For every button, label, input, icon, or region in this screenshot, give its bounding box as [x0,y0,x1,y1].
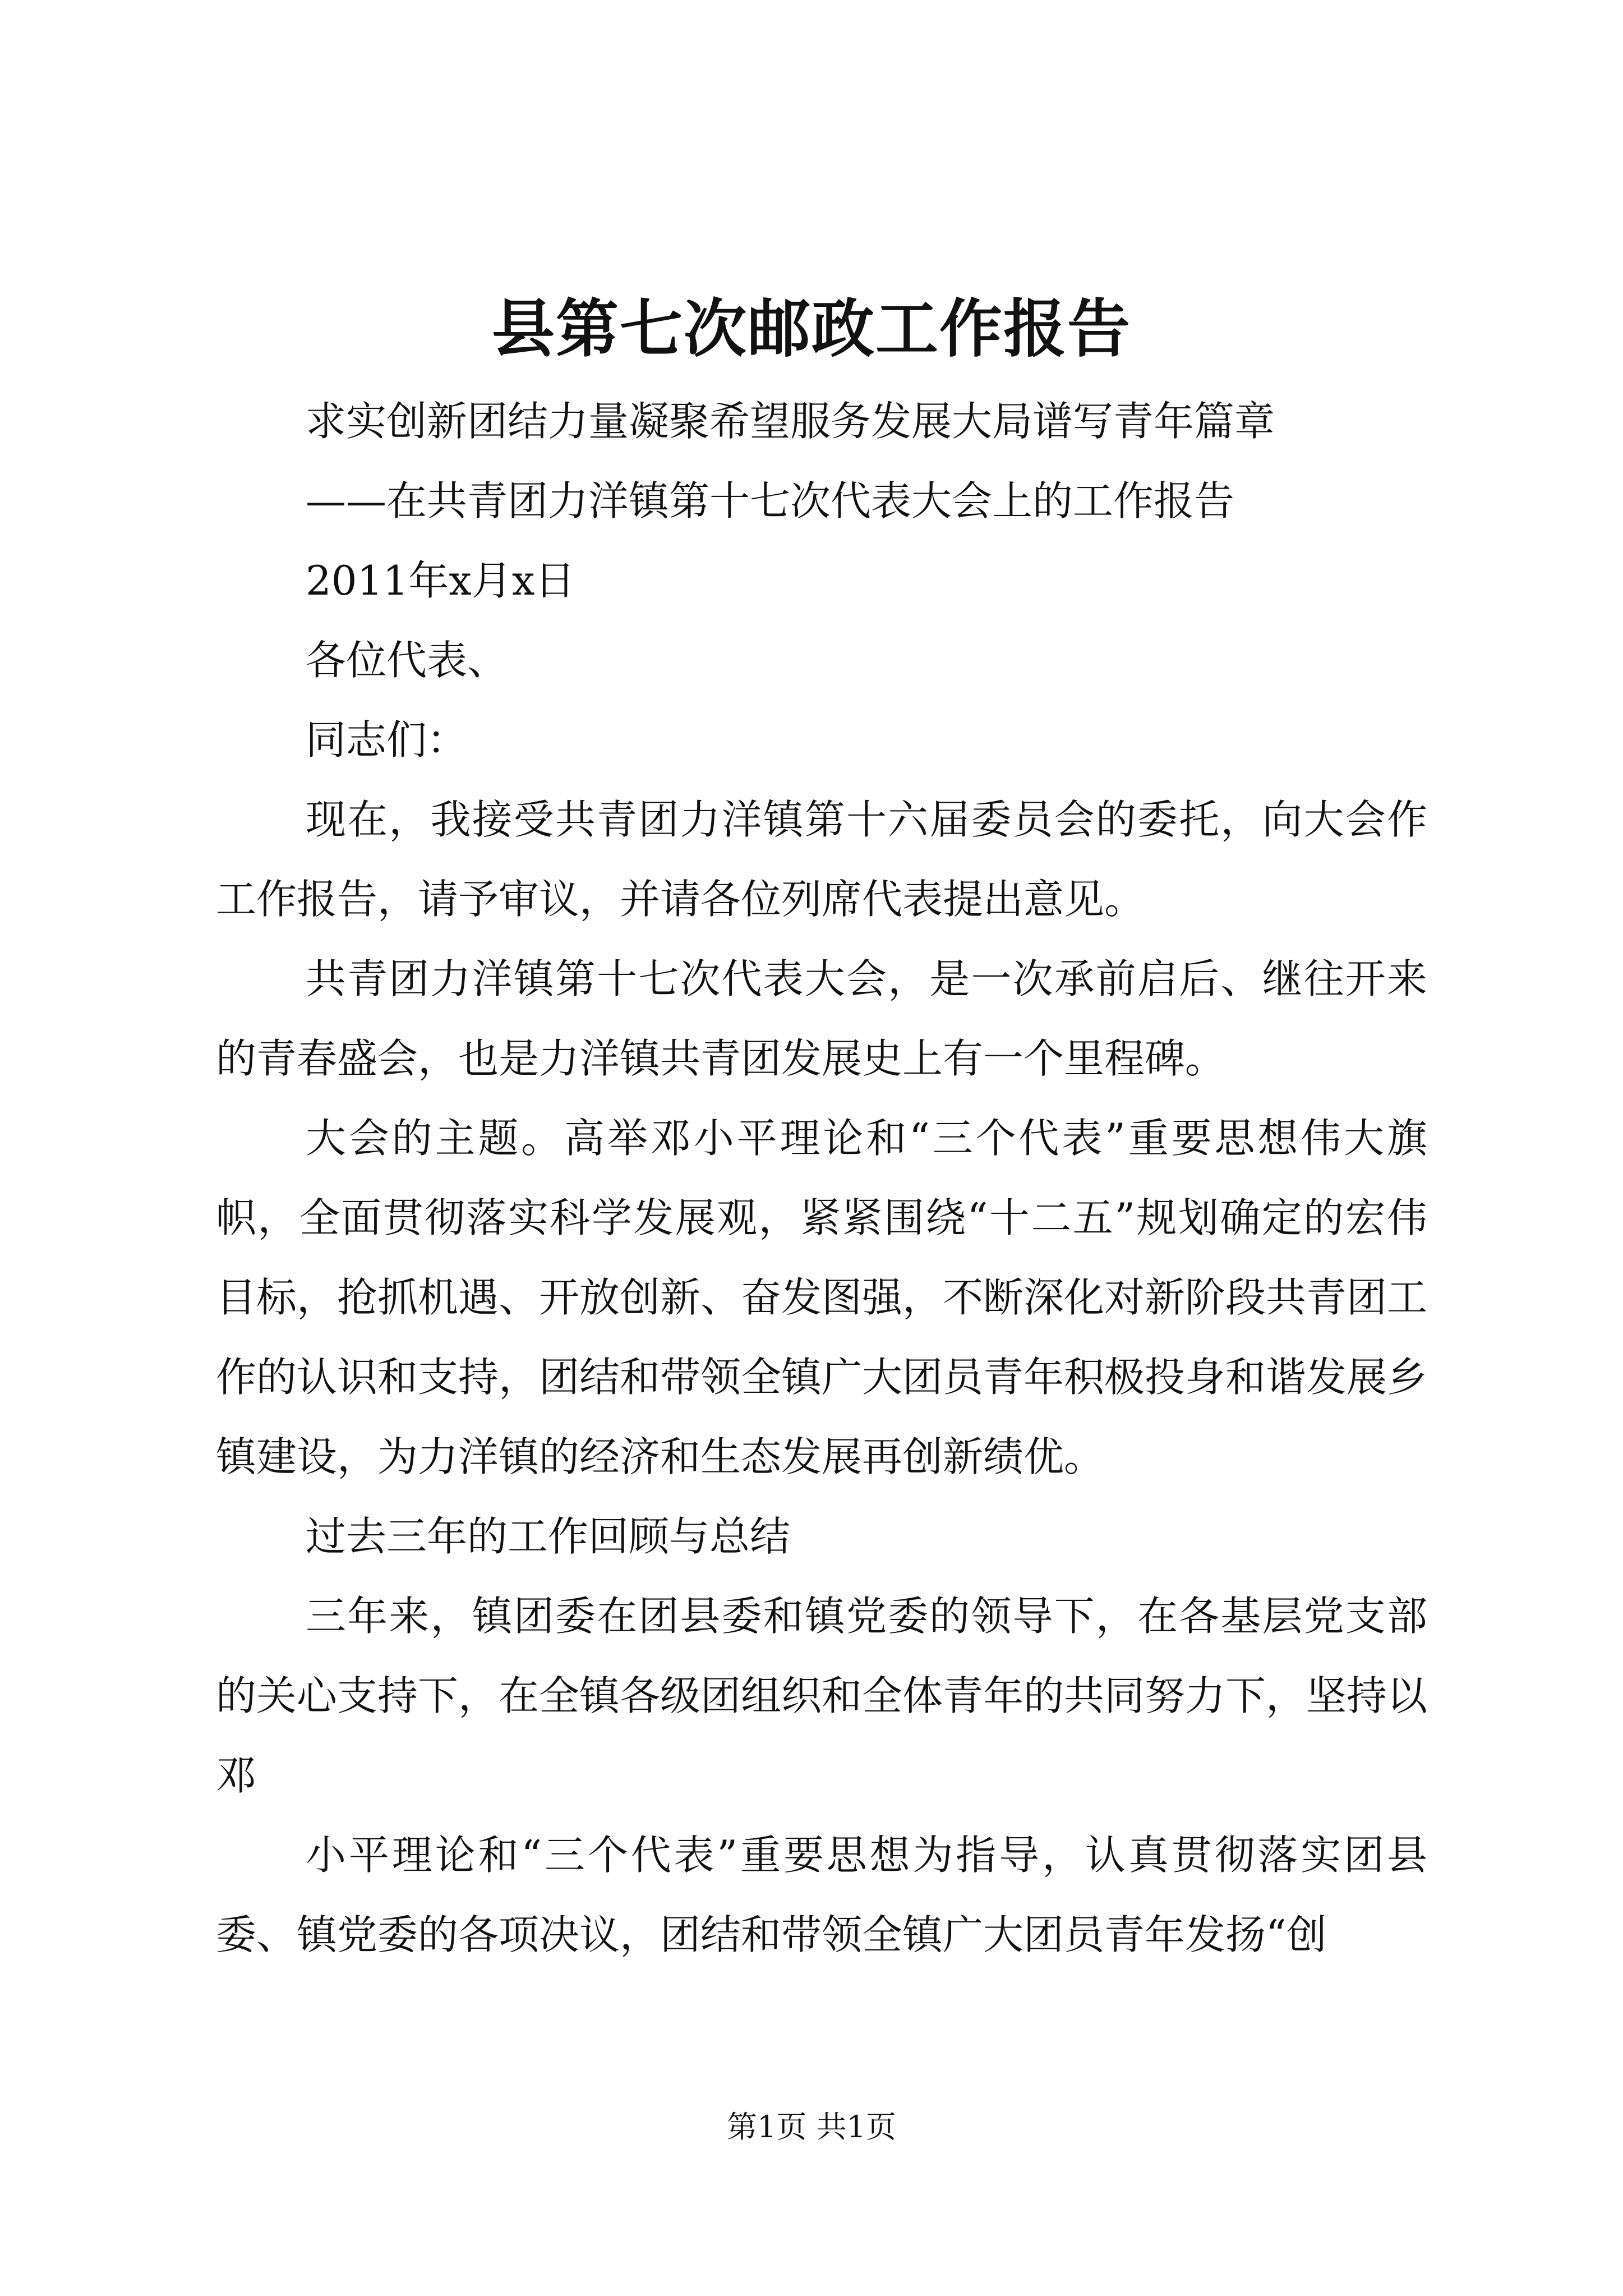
subtitle-line: 求实创新团结力量凝聚希望服务发展大局谱写青年篇章 [306,398,1275,445]
subtitle-line-2: ——在共青团力洋镇第十七次代表大会上的工作报告 [306,477,1235,524]
paragraph: 小平理论和“三个代表”重要思想为指导，认真贯彻落实团县委、镇党委的各项决议，团结和带领全镇广大团员青年发扬“创 [216,1832,1427,1958]
page-footer: 第1页 共1页 [727,2109,896,2145]
section-heading: 过去三年的工作回顾与总结 [306,1513,791,1560]
document-body [216,381,1427,1975]
paragraph: 三年来，镇团委在团县委和镇党委的领导下，在各基层党支部的关心支持下，在全镇各级团组织和全体青年的共同努力下，坚持以邓 [216,1593,1428,1799]
salutation-line-1: 各位代表、 [306,637,508,684]
salutation-line-2: 同志们： [306,716,468,763]
paragraph: 共青团力洋镇第十七次代表大会，是一次承前启后、继往开来的青春盛会，也是力洋镇共青团发展史上有一个里程碑。 [216,955,1427,1082]
report-date: 2011年x月x日 [306,557,575,604]
paragraph: 现在，我接受共青团力洋镇第十六届委员会的委托，向大会作工作报告，请予审议，并请各位列席代表提出意见。 [216,796,1427,923]
paragraph: 大会的主题。高举邓小平理论和“三个代表”重要思想伟大旗帜，全面贯彻落实科学发展观，紧紧围绕“十二五”规划确定的宏伟目标，抢抓机遇、开放创新、奋发图强，不断深化对新阶段共青团工作的认识和支持，团结和带领全镇广大团员青年积极投身和谐发展乡镇建设，为力洋镇的经济和生态发展再创新绩优。 [216,1115,1428,1480]
document-title: 县第七次邮政工作报告 [492,292,1131,366]
